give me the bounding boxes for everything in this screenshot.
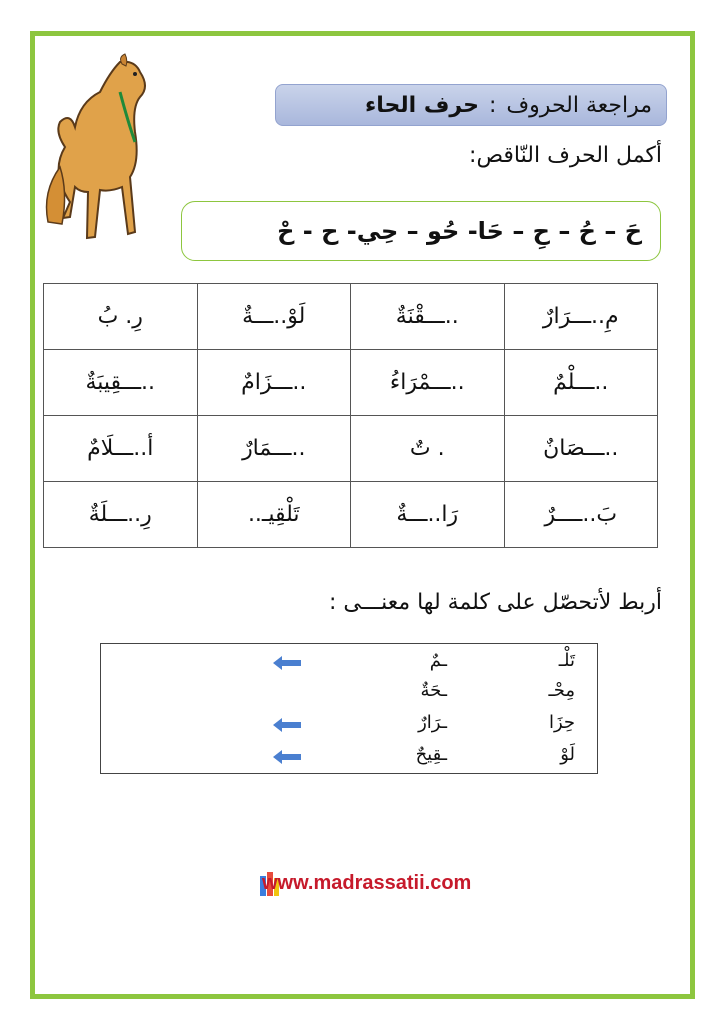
word-completion-table — [43, 283, 658, 548]
table-cell[interactable]: . تٌ — [351, 416, 505, 482]
match-word-end[interactable]: ـحَةٌ — [420, 680, 447, 701]
instruction-link: أربط لأتحصّل على كلمة لها معنـــى : — [329, 590, 662, 615]
table-cell[interactable]: رَا..ـــةٌ — [351, 482, 505, 548]
table-row — [44, 482, 658, 548]
website-link[interactable]: www.madrassatii.com — [262, 872, 472, 894]
match-word-end[interactable]: ـمٌ — [429, 650, 447, 671]
arrow-left-icon — [273, 718, 301, 732]
letter-forms-line: حَ – حُ – حِ – حَا- حُو – حِي- ح - حْ — [277, 217, 642, 245]
table-cell[interactable]: ..ـــمَارٌ — [197, 416, 351, 482]
title-banner — [275, 84, 667, 126]
table-cell[interactable]: ..ـــقِيبَةٌ — [44, 350, 198, 416]
title-prefix: مراجعة الحروف — [506, 92, 652, 118]
table-row — [44, 284, 658, 350]
match-word-start[interactable]: تَلْـ — [558, 650, 575, 671]
table-cell[interactable]: رِ..ـــلَةٌ — [44, 482, 198, 548]
table-cell[interactable]: تَلْقِيـ.. — [197, 482, 351, 548]
arrow-left-icon — [273, 656, 301, 670]
table-cell[interactable]: مِ..ـــرَارٌ — [504, 284, 658, 350]
table-cell[interactable]: بَ..ــــرٌ — [504, 482, 658, 548]
instruction-complete: أكمل الحرف النّاقص: — [469, 143, 662, 168]
arrow-left-icon — [273, 750, 301, 764]
match-word-start[interactable]: مِحْـ — [548, 680, 575, 701]
table-cell[interactable]: لَوْ..ـــةٌ — [197, 284, 351, 350]
table-cell[interactable]: أ..ـــلَامٌ — [44, 416, 198, 482]
table-cell[interactable]: ..ـــلْمٌ — [504, 350, 658, 416]
match-word-end[interactable]: ـقِيحٌ — [415, 744, 447, 765]
table-cell[interactable]: ..ـــزَامٌ — [197, 350, 351, 416]
title-separator: : — [488, 92, 497, 118]
match-row — [101, 650, 597, 678]
match-row — [101, 680, 597, 708]
matching-exercise-box — [100, 643, 598, 774]
table-cell[interactable]: ..ـــقْنَةٌ — [351, 284, 505, 350]
table-cell[interactable]: رِ. بُ — [44, 284, 198, 350]
table-cell[interactable]: ..ـــصَانٌ — [504, 416, 658, 482]
horse-illustration — [40, 52, 155, 247]
table-row — [44, 416, 658, 482]
table-cell[interactable]: ..ـــمْرَاءُ — [351, 350, 505, 416]
match-row — [101, 744, 597, 772]
match-word-end[interactable]: ـرَارٌ — [418, 712, 447, 733]
table-row — [44, 350, 658, 416]
match-word-start[interactable]: حِزَا — [548, 712, 575, 733]
match-word-start[interactable]: لَوْ — [560, 744, 575, 765]
letter-forms-box — [181, 201, 661, 261]
match-row — [101, 712, 597, 740]
title-topic: حرف الحاء — [365, 92, 479, 118]
